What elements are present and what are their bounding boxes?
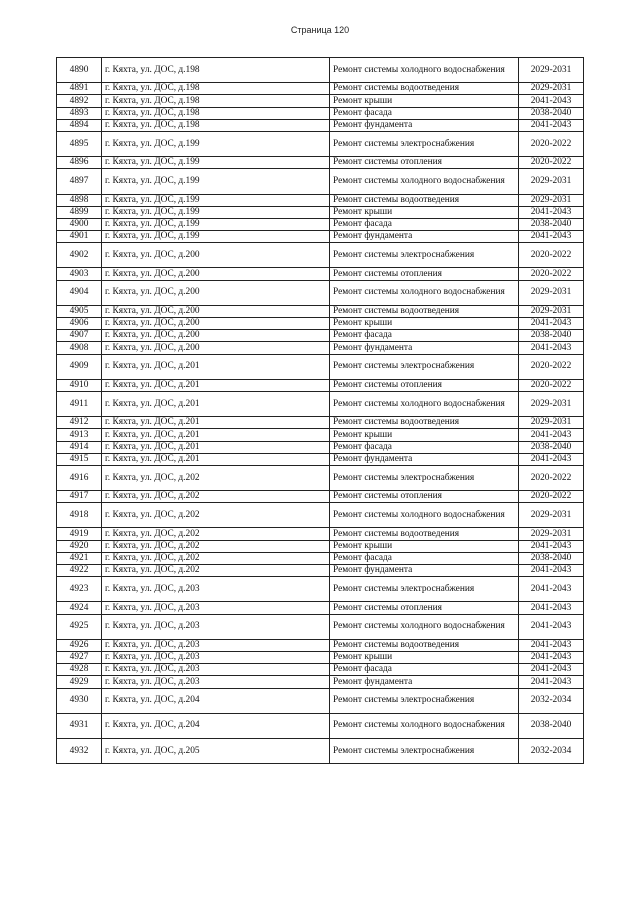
address-cell: г. Кяхта, ул. ДОС, д.198 [102, 119, 330, 131]
table-row [57, 95, 584, 107]
address-cell: г. Кяхта, ул. ДОС, д.202 [102, 540, 330, 552]
work-type-cell: Ремонт системы электроснабжения [330, 577, 519, 602]
work-type-cell: Ремонт системы отопления [330, 379, 519, 391]
table-row [57, 379, 584, 391]
table-row [57, 206, 584, 218]
work-type-cell: Ремонт крыши [330, 540, 519, 552]
table-row [57, 429, 584, 441]
table-row [57, 565, 584, 577]
period-cell: 2041-2043 [519, 614, 584, 639]
period-cell: 2038-2040 [519, 713, 584, 738]
row-number-cell: 4930 [57, 688, 102, 713]
row-number-cell: 4898 [57, 194, 102, 206]
address-cell: г. Кяхта, ул. ДОС, д.202 [102, 491, 330, 503]
work-type-cell: Ремонт фасада [330, 107, 519, 119]
table-row [57, 169, 584, 194]
work-type-cell: Ремонт фундамента [330, 565, 519, 577]
address-cell: г. Кяхта, ул. ДОС, д.199 [102, 157, 330, 169]
address-cell: г. Кяхта, ул. ДОС, д.202 [102, 465, 330, 490]
table-row [57, 614, 584, 639]
period-cell: 2041-2043 [519, 206, 584, 218]
row-number-cell: 4927 [57, 651, 102, 663]
work-type-cell: Ремонт фундамента [330, 453, 519, 465]
address-cell: г. Кяхта, ул. ДОС, д.203 [102, 664, 330, 676]
address-cell: г. Кяхта, ул. ДОС, д.202 [102, 565, 330, 577]
table-row [57, 552, 584, 564]
period-cell: 2020-2022 [519, 354, 584, 379]
work-type-cell: Ремонт системы электроснабжения [330, 688, 519, 713]
row-number-cell: 4911 [57, 391, 102, 416]
row-number-cell: 4914 [57, 441, 102, 453]
period-cell: 2038-2040 [519, 218, 584, 230]
period-cell: 2041-2043 [519, 119, 584, 131]
work-type-cell: Ремонт системы холодного водоснабжения [330, 280, 519, 305]
row-number-cell: 4907 [57, 330, 102, 342]
table-row [57, 528, 584, 540]
row-number-cell: 4928 [57, 664, 102, 676]
period-cell: 2029-2031 [519, 280, 584, 305]
work-type-cell: Ремонт системы холодного водоснабжения [330, 713, 519, 738]
period-cell: 2041-2043 [519, 664, 584, 676]
row-number-cell: 4915 [57, 453, 102, 465]
address-cell: г. Кяхта, ул. ДОС, д.200 [102, 280, 330, 305]
address-cell: г. Кяхта, ул. ДОС, д.201 [102, 354, 330, 379]
work-type-cell: Ремонт системы холодного водоснабжения [330, 391, 519, 416]
row-number-cell: 4926 [57, 639, 102, 651]
address-cell: г. Кяхта, ул. ДОС, д.200 [102, 330, 330, 342]
table-row [57, 231, 584, 243]
work-type-cell: Ремонт системы отопления [330, 157, 519, 169]
table-row [57, 119, 584, 131]
address-cell: г. Кяхта, ул. ДОС, д.201 [102, 453, 330, 465]
period-cell: 2041-2043 [519, 453, 584, 465]
work-type-cell: Ремонт крыши [330, 206, 519, 218]
address-cell: г. Кяхта, ул. ДОС, д.198 [102, 58, 330, 83]
table-row [57, 83, 584, 95]
work-type-cell: Ремонт фасада [330, 552, 519, 564]
address-cell: г. Кяхта, ул. ДОС, д.199 [102, 194, 330, 206]
work-type-cell: Ремонт крыши [330, 95, 519, 107]
address-cell: г. Кяхта, ул. ДОС, д.201 [102, 441, 330, 453]
table-row [57, 305, 584, 317]
table-row [57, 503, 584, 528]
work-type-cell: Ремонт системы холодного водоснабжения [330, 614, 519, 639]
period-cell: 2020-2022 [519, 491, 584, 503]
period-cell: 2029-2031 [519, 194, 584, 206]
period-cell: 2041-2043 [519, 342, 584, 354]
table-row [57, 713, 584, 738]
work-type-cell: Ремонт фундамента [330, 231, 519, 243]
address-cell: г. Кяхта, ул. ДОС, д.205 [102, 738, 330, 763]
period-cell: 2041-2043 [519, 565, 584, 577]
row-number-cell: 4900 [57, 218, 102, 230]
work-type-cell: Ремонт системы электроснабжения [330, 131, 519, 156]
row-number-cell: 4891 [57, 83, 102, 95]
period-cell: 2041-2043 [519, 429, 584, 441]
table-row [57, 330, 584, 342]
address-cell: г. Кяхта, ул. ДОС, д.204 [102, 688, 330, 713]
address-cell: г. Кяхта, ул. ДОС, д.199 [102, 218, 330, 230]
work-type-cell: Ремонт крыши [330, 318, 519, 330]
address-cell: г. Кяхта, ул. ДОС, д.201 [102, 379, 330, 391]
address-cell: г. Кяхта, ул. ДОС, д.202 [102, 528, 330, 540]
row-number-cell: 4925 [57, 614, 102, 639]
table-row [57, 318, 584, 330]
table-row [57, 540, 584, 552]
row-number-cell: 4916 [57, 465, 102, 490]
period-cell: 2041-2043 [519, 639, 584, 651]
work-type-cell: Ремонт системы холодного водоснабжения [330, 58, 519, 83]
address-cell: г. Кяхта, ул. ДОС, д.201 [102, 429, 330, 441]
table-row [57, 58, 584, 83]
period-cell: 2041-2043 [519, 231, 584, 243]
work-type-cell: Ремонт системы электроснабжения [330, 465, 519, 490]
period-cell: 2041-2043 [519, 540, 584, 552]
row-number-cell: 4905 [57, 305, 102, 317]
period-cell: 2029-2031 [519, 391, 584, 416]
address-cell: г. Кяхта, ул. ДОС, д.198 [102, 95, 330, 107]
period-cell: 2038-2040 [519, 107, 584, 119]
table-row [57, 602, 584, 614]
row-number-cell: 4890 [57, 58, 102, 83]
row-number-cell: 4906 [57, 318, 102, 330]
period-cell: 2038-2040 [519, 441, 584, 453]
work-type-cell: Ремонт системы отопления [330, 602, 519, 614]
table-row [57, 465, 584, 490]
work-type-cell: Ремонт системы отопления [330, 268, 519, 280]
work-type-cell: Ремонт системы электроснабжения [330, 243, 519, 268]
page-header: Страница 120 [290, 25, 350, 35]
table-row [57, 218, 584, 230]
address-cell: г. Кяхта, ул. ДОС, д.200 [102, 342, 330, 354]
period-cell: 2041-2043 [519, 602, 584, 614]
row-number-cell: 4931 [57, 713, 102, 738]
work-type-cell: Ремонт фундамента [330, 342, 519, 354]
period-cell: 2020-2022 [519, 379, 584, 391]
row-number-cell: 4919 [57, 528, 102, 540]
address-cell: г. Кяхта, ул. ДОС, д.200 [102, 305, 330, 317]
table-row [57, 441, 584, 453]
period-cell: 2041-2043 [519, 318, 584, 330]
row-number-cell: 4896 [57, 157, 102, 169]
address-cell: г. Кяхта, ул. ДОС, д.200 [102, 243, 330, 268]
period-cell: 2029-2031 [519, 58, 584, 83]
row-number-cell: 4932 [57, 738, 102, 763]
table-row [57, 391, 584, 416]
row-number-cell: 4929 [57, 676, 102, 688]
period-cell: 2029-2031 [519, 305, 584, 317]
table-row [57, 676, 584, 688]
period-cell: 2020-2022 [519, 131, 584, 156]
address-cell: г. Кяхта, ул. ДОС, д.203 [102, 602, 330, 614]
period-cell: 2029-2031 [519, 503, 584, 528]
address-cell: г. Кяхта, ул. ДОС, д.202 [102, 552, 330, 564]
address-cell: г. Кяхта, ул. ДОС, д.198 [102, 83, 330, 95]
work-type-cell: Ремонт системы водоотведения [330, 528, 519, 540]
row-number-cell: 4893 [57, 107, 102, 119]
period-cell: 2020-2022 [519, 268, 584, 280]
address-cell: г. Кяхта, ул. ДОС, д.200 [102, 268, 330, 280]
row-number-cell: 4902 [57, 243, 102, 268]
period-cell: 2020-2022 [519, 465, 584, 490]
work-type-cell: Ремонт фасада [330, 218, 519, 230]
table-row [57, 491, 584, 503]
period-cell: 2038-2040 [519, 552, 584, 564]
table-row [57, 157, 584, 169]
work-type-cell: Ремонт фасада [330, 441, 519, 453]
period-cell: 2038-2040 [519, 330, 584, 342]
work-type-cell: Ремонт системы водоотведения [330, 417, 519, 429]
row-number-cell: 4910 [57, 379, 102, 391]
address-cell: г. Кяхта, ул. ДОС, д.203 [102, 651, 330, 663]
row-number-cell: 4908 [57, 342, 102, 354]
address-cell: г. Кяхта, ул. ДОС, д.204 [102, 713, 330, 738]
row-number-cell: 4918 [57, 503, 102, 528]
address-cell: г. Кяхта, ул. ДОС, д.199 [102, 169, 330, 194]
address-cell: г. Кяхта, ул. ДОС, д.199 [102, 131, 330, 156]
period-cell: 2041-2043 [519, 676, 584, 688]
work-type-cell: Ремонт системы отопления [330, 491, 519, 503]
table-row [57, 280, 584, 305]
work-type-cell: Ремонт системы электроснабжения [330, 354, 519, 379]
row-number-cell: 4921 [57, 552, 102, 564]
work-type-cell: Ремонт системы водоотведения [330, 639, 519, 651]
work-type-cell: Ремонт крыши [330, 429, 519, 441]
period-cell: 2029-2031 [519, 83, 584, 95]
work-type-cell: Ремонт системы водоотведения [330, 194, 519, 206]
address-cell: г. Кяхта, ул. ДОС, д.201 [102, 417, 330, 429]
row-number-cell: 4899 [57, 206, 102, 218]
table-row [57, 194, 584, 206]
table-row [57, 639, 584, 651]
address-cell: г. Кяхта, ул. ДОС, д.203 [102, 639, 330, 651]
address-cell: г. Кяхта, ул. ДОС, д.198 [102, 107, 330, 119]
address-cell: г. Кяхта, ул. ДОС, д.199 [102, 206, 330, 218]
row-number-cell: 4897 [57, 169, 102, 194]
period-cell: 2029-2031 [519, 528, 584, 540]
row-number-cell: 4922 [57, 565, 102, 577]
period-cell: 2032-2034 [519, 688, 584, 713]
table-row [57, 107, 584, 119]
table-row [57, 243, 584, 268]
work-type-cell: Ремонт фундамента [330, 119, 519, 131]
row-number-cell: 4924 [57, 602, 102, 614]
work-type-cell: Ремонт фасада [330, 664, 519, 676]
row-number-cell: 4917 [57, 491, 102, 503]
table-row [57, 688, 584, 713]
address-cell: г. Кяхта, ул. ДОС, д.203 [102, 577, 330, 602]
period-cell: 2029-2031 [519, 169, 584, 194]
work-type-cell: Ремонт крыши [330, 651, 519, 663]
table-body [57, 58, 584, 764]
work-type-cell: Ремонт фундамента [330, 676, 519, 688]
table-row [57, 738, 584, 763]
address-cell: г. Кяхта, ул. ДОС, д.203 [102, 676, 330, 688]
table-row [57, 651, 584, 663]
row-number-cell: 4903 [57, 268, 102, 280]
row-number-cell: 4901 [57, 231, 102, 243]
address-cell: г. Кяхта, ул. ДОС, д.201 [102, 391, 330, 416]
table-row [57, 577, 584, 602]
address-cell: г. Кяхта, ул. ДОС, д.199 [102, 231, 330, 243]
row-number-cell: 4894 [57, 119, 102, 131]
row-number-cell: 4923 [57, 577, 102, 602]
row-number-cell: 4892 [57, 95, 102, 107]
table-row [57, 131, 584, 156]
address-cell: г. Кяхта, ул. ДОС, д.203 [102, 614, 330, 639]
work-type-cell: Ремонт системы холодного водоснабжения [330, 169, 519, 194]
row-number-cell: 4912 [57, 417, 102, 429]
row-number-cell: 4895 [57, 131, 102, 156]
table-row [57, 417, 584, 429]
work-type-cell: Ремонт системы водоотведения [330, 305, 519, 317]
row-number-cell: 4909 [57, 354, 102, 379]
period-cell: 2020-2022 [519, 243, 584, 268]
row-number-cell: 4920 [57, 540, 102, 552]
period-cell: 2020-2022 [519, 157, 584, 169]
period-cell: 2032-2034 [519, 738, 584, 763]
work-type-cell: Ремонт системы холодного водоснабжения [330, 503, 519, 528]
work-type-cell: Ремонт системы электроснабжения [330, 738, 519, 763]
period-cell: 2029-2031 [519, 417, 584, 429]
address-cell: г. Кяхта, ул. ДОС, д.200 [102, 318, 330, 330]
period-cell: 2041-2043 [519, 95, 584, 107]
table-row [57, 354, 584, 379]
period-cell: 2041-2043 [519, 577, 584, 602]
row-number-cell: 4904 [57, 280, 102, 305]
repair-schedule-table [56, 57, 584, 764]
address-cell: г. Кяхта, ул. ДОС, д.202 [102, 503, 330, 528]
work-type-cell: Ремонт фасада [330, 330, 519, 342]
table-row [57, 664, 584, 676]
table-row [57, 453, 584, 465]
row-number-cell: 4913 [57, 429, 102, 441]
period-cell: 2041-2043 [519, 651, 584, 663]
work-type-cell: Ремонт системы водоотведения [330, 83, 519, 95]
table-row [57, 268, 584, 280]
table-row [57, 342, 584, 354]
